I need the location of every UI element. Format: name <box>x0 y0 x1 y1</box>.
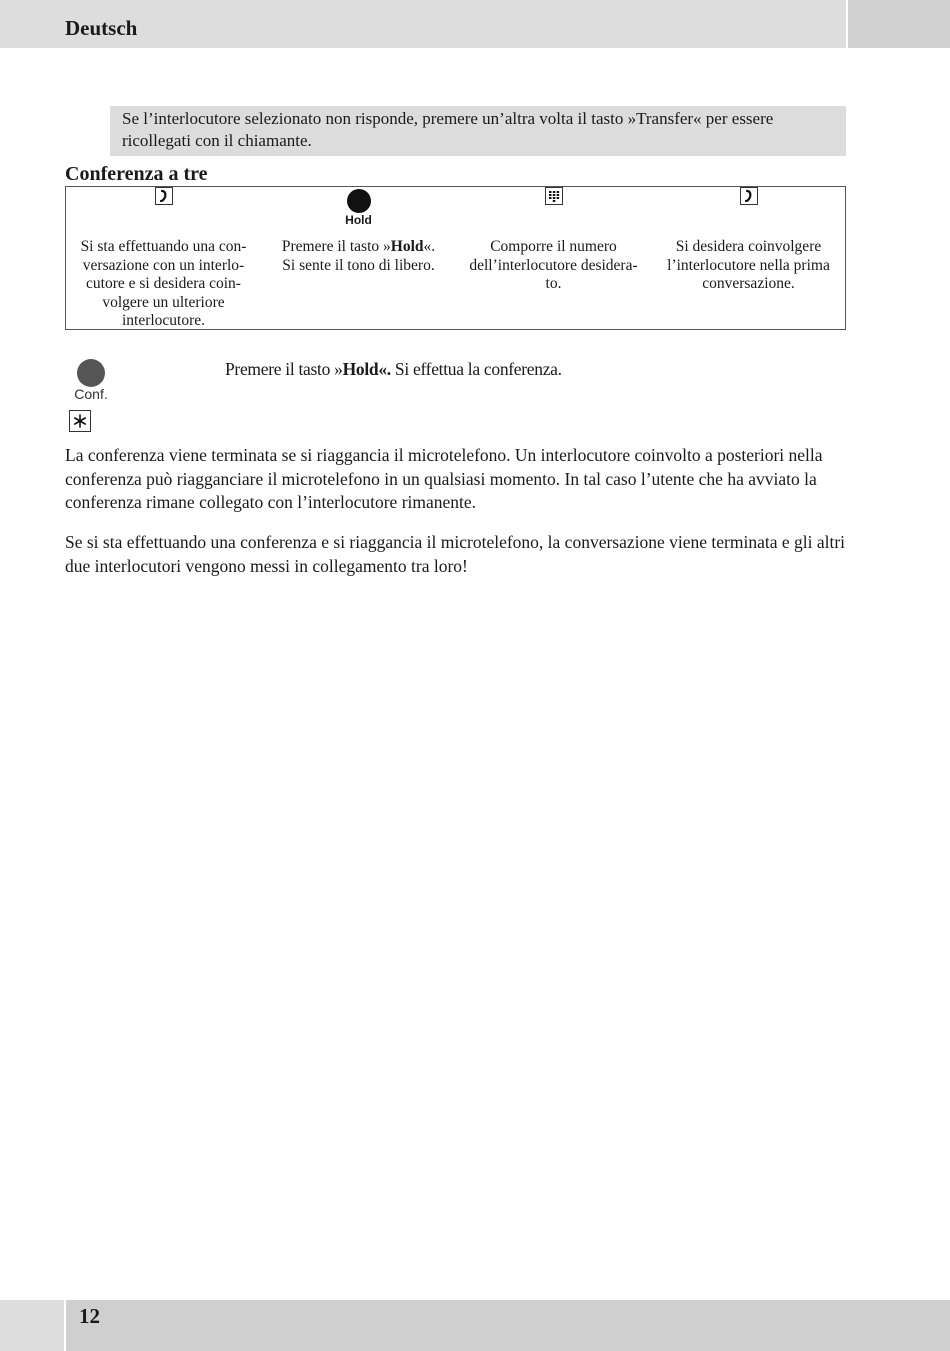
step-1-text: Si sta effettuando una con- versazione con un interlo- cutore e si desidera coin- volgere un ulteriore interlocutore. <box>80 238 247 329</box>
note-text: Se l’interlocutore selezionato non risponde, premere un’altra volta il tasto »Transfer« per essere ricollegati con il chiamante. <box>122 109 774 150</box>
footer-band <box>66 1300 950 1351</box>
step-4 <box>651 187 846 329</box>
paragraph-1: La conferenza viene terminata se si riaggancia il microtelefono. Un interlocutore coinvolto a posteriori nella conferenza può riagganciare il microtelefono in un qualsiasi momento. In tal caso l’utente che ha avviato la conferenza rimane collegato con l’interlocutore rimanente. <box>65 445 823 512</box>
paragraph-2: Se si sta effettuando una conferenza e si riaggancia il microtelefono, la conversazione viene terminata e gli altri due interlocutori vengono messi in collegamento tra loro! <box>65 532 846 576</box>
conference-instruction: Premere il tasto »Hold«. Si effettua la conferenza. <box>225 359 562 379</box>
keypad-icon <box>545 187 563 205</box>
step-2 <box>261 187 456 329</box>
note-box <box>110 106 846 156</box>
step-1 <box>66 187 261 329</box>
handset-icon <box>740 187 758 205</box>
section-title: Conferenza a tre <box>65 163 208 185</box>
step-3-text: Comporre il numero dell’interlocutore desidera- to. <box>469 238 638 292</box>
conf-key-icon <box>70 359 112 402</box>
step-2-text: Premere il tasto »Hold«. Si sente il tono di libero. <box>281 238 436 274</box>
page-number: 12 <box>79 1304 100 1328</box>
conf-key-label: Conf. <box>74 386 108 402</box>
step-4-text: Si desidera coinvolgere l’interlocutore nella prima conversazione. <box>667 238 830 292</box>
page-header-title: Deutsch <box>65 16 138 40</box>
star-key-icon <box>69 410 91 432</box>
steps-table <box>65 186 846 330</box>
handset-icon <box>155 187 173 205</box>
hold-key-label: Hold <box>345 213 372 227</box>
footer-band-left <box>0 1300 64 1351</box>
step-3 <box>456 187 651 329</box>
hold-key-icon <box>339 189 379 229</box>
header-tab <box>848 0 950 48</box>
